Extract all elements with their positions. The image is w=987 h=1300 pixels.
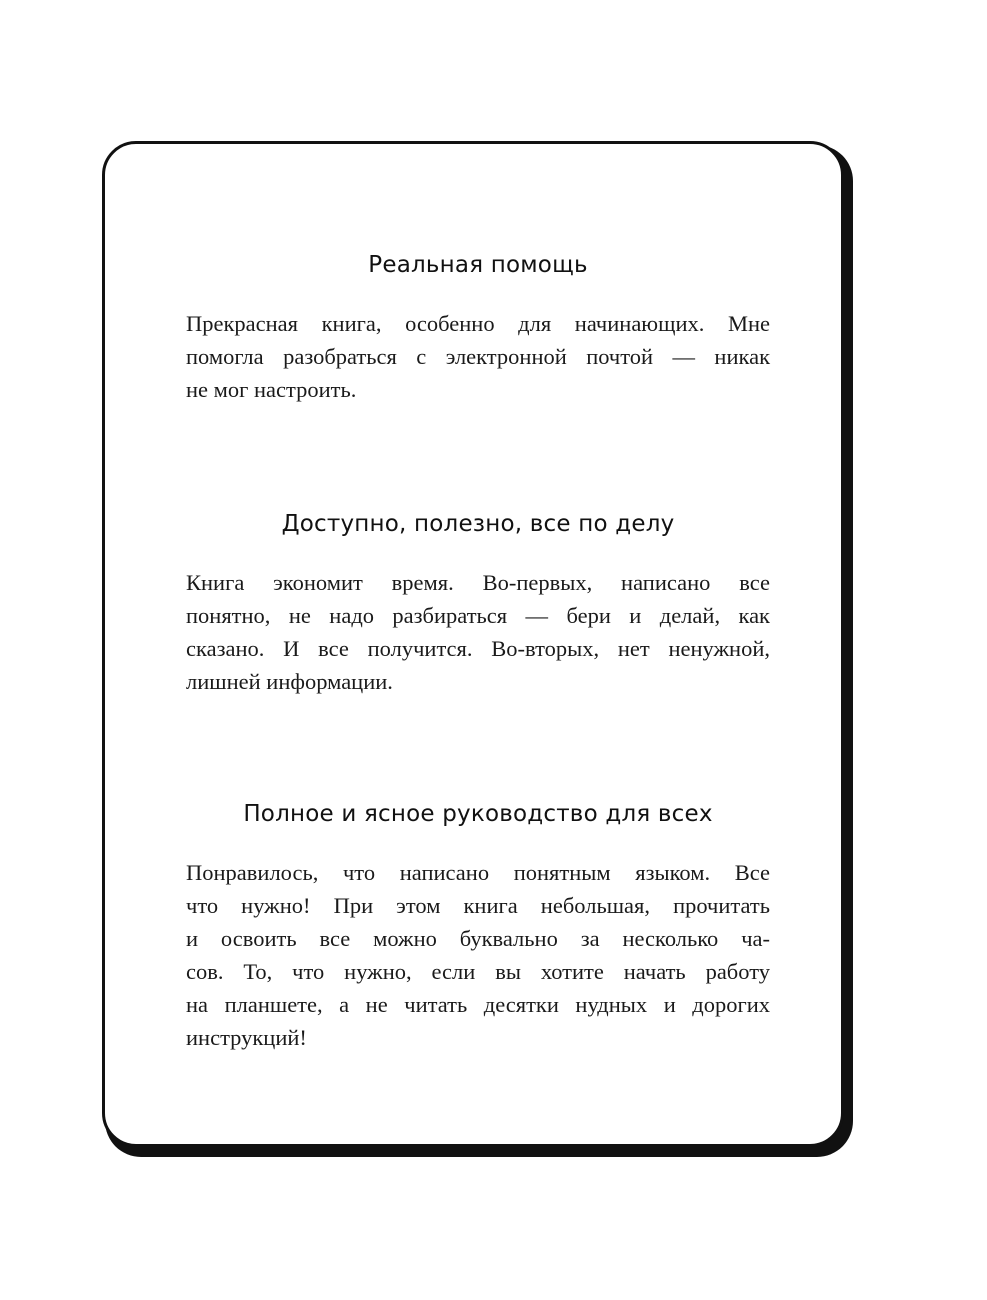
review-line: и освоить все можно буквально за несколько ча- (186, 926, 770, 951)
review-line: инструкций! (186, 1025, 307, 1050)
review-card-2 (186, 509, 770, 698)
review-body (186, 566, 770, 698)
review-line: Книга экономит время. Во-первых, написано все (186, 570, 770, 595)
review-line: не мог настроить. (186, 377, 357, 402)
review-line: сказано. И все получится. Во-вторых, нет ненужной, (186, 636, 770, 661)
review-line: Понравилось, что написано понятным языком. Все (186, 860, 770, 885)
review-body (186, 856, 770, 1054)
review-line: помогла разобраться с электронной почтой — никак (186, 344, 770, 369)
review-line: лишней информации. (186, 669, 393, 694)
review-line: что нужно! При этом книга небольшая, прочитать (186, 893, 770, 918)
review-title: Полное и ясное руководство для всех (243, 801, 713, 827)
review-body (186, 307, 770, 406)
review-line: сов. То, что нужно, если вы хотите начать работу (186, 959, 770, 984)
review-card-1 (186, 250, 770, 406)
review-title: Реальная помощь (368, 252, 588, 278)
review-line: Прекрасная книга, особенно для начинающих. Мне (186, 311, 770, 336)
review-line: на планшете, а не читать десятки нудных и дорогих (186, 992, 770, 1017)
review-title: Доступно, полезно, все по делу (281, 511, 675, 537)
review-card-3 (186, 799, 770, 1054)
review-line: понятно, не надо разбираться — бери и делай, как (186, 603, 770, 628)
